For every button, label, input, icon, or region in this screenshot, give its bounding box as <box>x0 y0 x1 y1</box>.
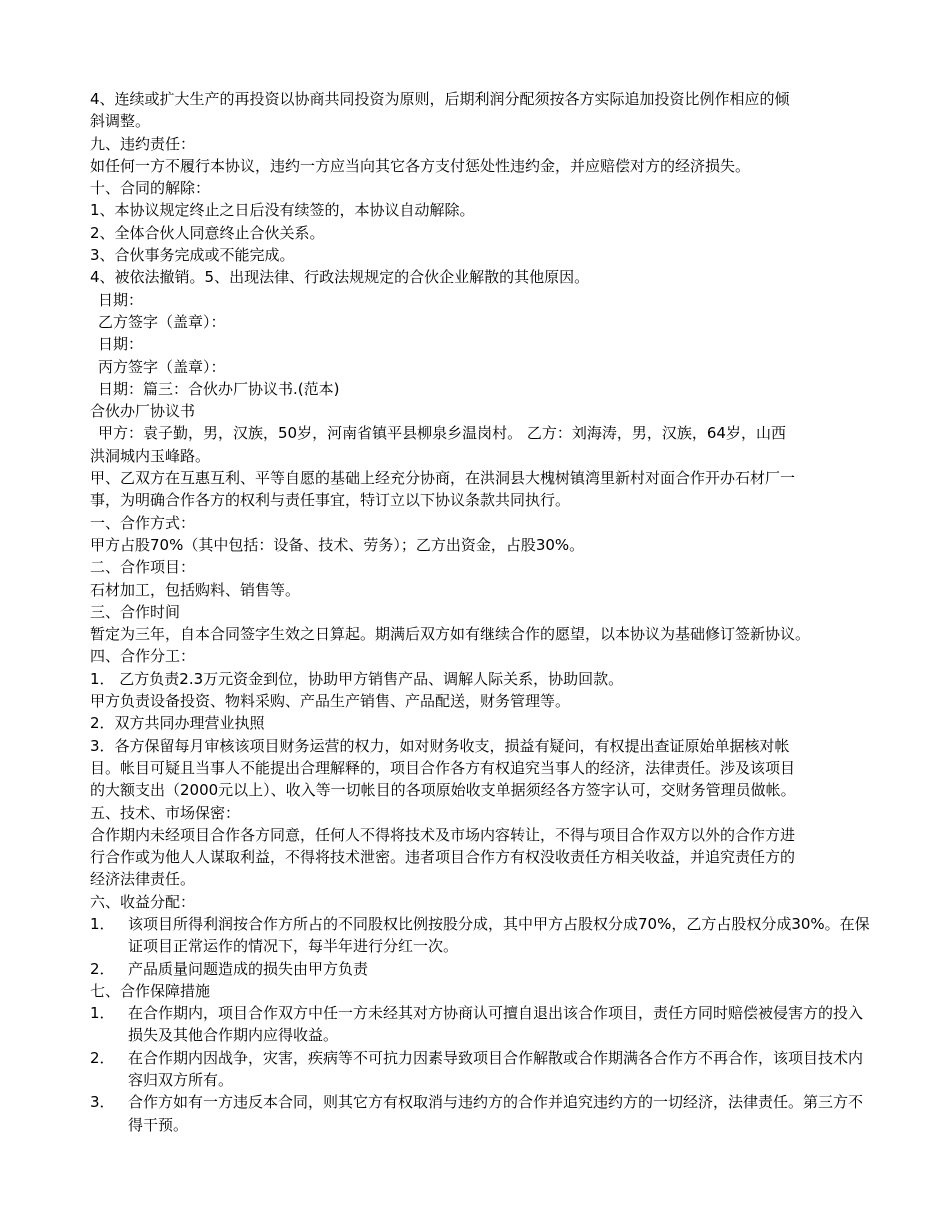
text-line: 甲、乙双方在互惠互利、平等自愿的基础上经充分协商，在洪洞县大槐树镇湾里新村对面合作开办石材厂一 <box>90 469 796 488</box>
parties-line: 甲方：袁子勤，男，汉族，50岁，河南省镇平县柳泉乡温岗村。 乙方：刘海涛，男，汉族，64岁，山西 <box>98 424 786 443</box>
section-heading: 五、技术、市场保密： <box>90 803 241 822</box>
section-block-e <box>90 445 875 913</box>
text-line: 事，为明确合作各方的权利与责任事宜，特订立以下协议条款共同执行。 <box>90 491 571 510</box>
date-line: 日期： <box>98 290 144 309</box>
document-page <box>90 88 875 1136</box>
list-text: 在合作期内因战争，灾害，疾病等不可抗力因素导致项目合作解散或合作期满各合作方不再合作，该项目技术内容归双方所有。 <box>128 1048 864 1090</box>
list-number: 1． <box>90 1004 115 1023</box>
text-line: 2、全体合伙人同意终止合伙关系。 <box>90 223 325 242</box>
list-text: 该项目所得利润按合作方所占的不同股权比例按股分成，其中甲方占股权分成70%，乙方占股权分成30%。在保证项目正常运作的情况下，每半年进行分红一次。 <box>128 914 870 956</box>
section-heading: 九、违约责任： <box>90 134 196 153</box>
list-item <box>90 1047 875 1092</box>
signature-line: 丙方签字（盖章）： <box>98 357 226 376</box>
text-line: 的大额支出（2000元以上）、收入等一切帐目的各项原始收支单据须经各方签字认可，交财务管理员做帐。 <box>90 781 796 800</box>
section-heading: 四、合作分工： <box>90 647 196 666</box>
text-line: 暂定为三年，自本合同签字生效之日算起。期满后双方如有继续合作的愿望，以本协议为基础修订签新协议。 <box>90 625 811 644</box>
list-number: 2． <box>90 1048 115 1067</box>
text-line: 洪洞城内玉峰路。 <box>90 446 211 465</box>
section-heading: 一、合作方式： <box>90 513 196 532</box>
list-text: 产品质量问题造成的损失由甲方负责 <box>128 959 369 978</box>
list-text: 在合作期内，项目合作双方中任一方未经其对方协商认可擅自退出该合作项目，责任方同时赔偿被侵害方的投入损失及其他合作期内应得收益。 <box>128 1004 864 1045</box>
list-item <box>90 958 875 980</box>
text-line: 3、合伙事务完成或不能完成。 <box>90 246 295 265</box>
list-item <box>90 1002 875 1047</box>
text-line: 行合作或为他人人谋取利益，不得将技术泄密。违者项目合作方有权没收责任方相关收益，并追究责任方的 <box>90 848 796 867</box>
text-line: 4、被依法撤销。5、出现法律、行政法规规定的合伙企业解散的其他原因。 <box>90 268 590 287</box>
text-line: 甲方占股70%（其中包括：设备、技术、劳务）；乙方出资金，占股30%。 <box>90 535 585 554</box>
text-line: 4、连续或扩大生产的再投资以协商共同投资为原则，后期利润分配须按各方实际追加投资比例作相应的倾 <box>90 90 790 108</box>
text-line: 经济法律责任。 <box>90 870 196 889</box>
signature-block <box>90 289 875 400</box>
text-line: 甲方负责设备投资、物料采购、产品生产销售、产品配送，财务管理等。 <box>90 692 571 711</box>
date-line: 日期：篇三：合伙办厂协议书.(范本) <box>98 379 340 398</box>
section-heading: 六、收益分配： <box>90 892 196 911</box>
list-text: 合作方如有一方违反本合同，则其它方有权取消与违约方的合作并追究违约方的一切经济，法律责任。第三方不得干预。 <box>128 1093 864 1134</box>
document-title: 合伙办厂协议书 <box>90 402 196 421</box>
list-number: 3． <box>90 1093 115 1112</box>
date-line: 日期： <box>98 335 144 354</box>
list-number: 2． <box>90 959 115 978</box>
text-line: 如任何一方不履行本协议，违约一方应当向其它各方支付惩处性违约金，并应赔偿对方的经济损失。 <box>90 156 751 175</box>
text-line: 1． 乙方负责2.3万元资金到位，协助甲方销售产品、调解人际关系，协助回款。 <box>90 669 624 688</box>
text-line: 目。帐目可疑且当事人不能提出合理解释的，项目合作各方有权追究当事人的经济，法律责任。涉及该项目 <box>90 758 796 777</box>
list-number: 1． <box>90 914 115 933</box>
text-line: 斜调整。 <box>90 112 151 131</box>
signature-line: 乙方签字（盖章）： <box>98 312 226 331</box>
text-line: 合作期内未经项目合作各方同意，任何人不得将技术及市场内容转让，不得与项目合作双方以外的合作方进 <box>90 825 796 844</box>
section-heading: 七、合作保障措施 <box>90 981 211 1000</box>
guarantee-list <box>90 1002 875 1136</box>
section-heading: 三、合作时间 <box>90 602 181 621</box>
section-heading: 十、合同的解除： <box>90 179 211 198</box>
text-line: 2．双方共同办理营业执照 <box>90 714 265 733</box>
profit-list <box>90 913 875 980</box>
section-block-a <box>90 88 875 289</box>
text-line: 3．各方保留每月审核该项目财务运营的权力，如对财务收支，损益有疑问，有权提出查证原始单据核对帐 <box>90 736 790 755</box>
text-line: 1、本协议规定终止之日后没有续签的，本协议自动解除。 <box>90 201 475 220</box>
text-line: 石材加工，包括购料、销售等。 <box>90 580 301 599</box>
section-heading: 二、合作项目： <box>90 558 196 577</box>
list-item <box>90 913 875 958</box>
list-item <box>90 1091 875 1136</box>
